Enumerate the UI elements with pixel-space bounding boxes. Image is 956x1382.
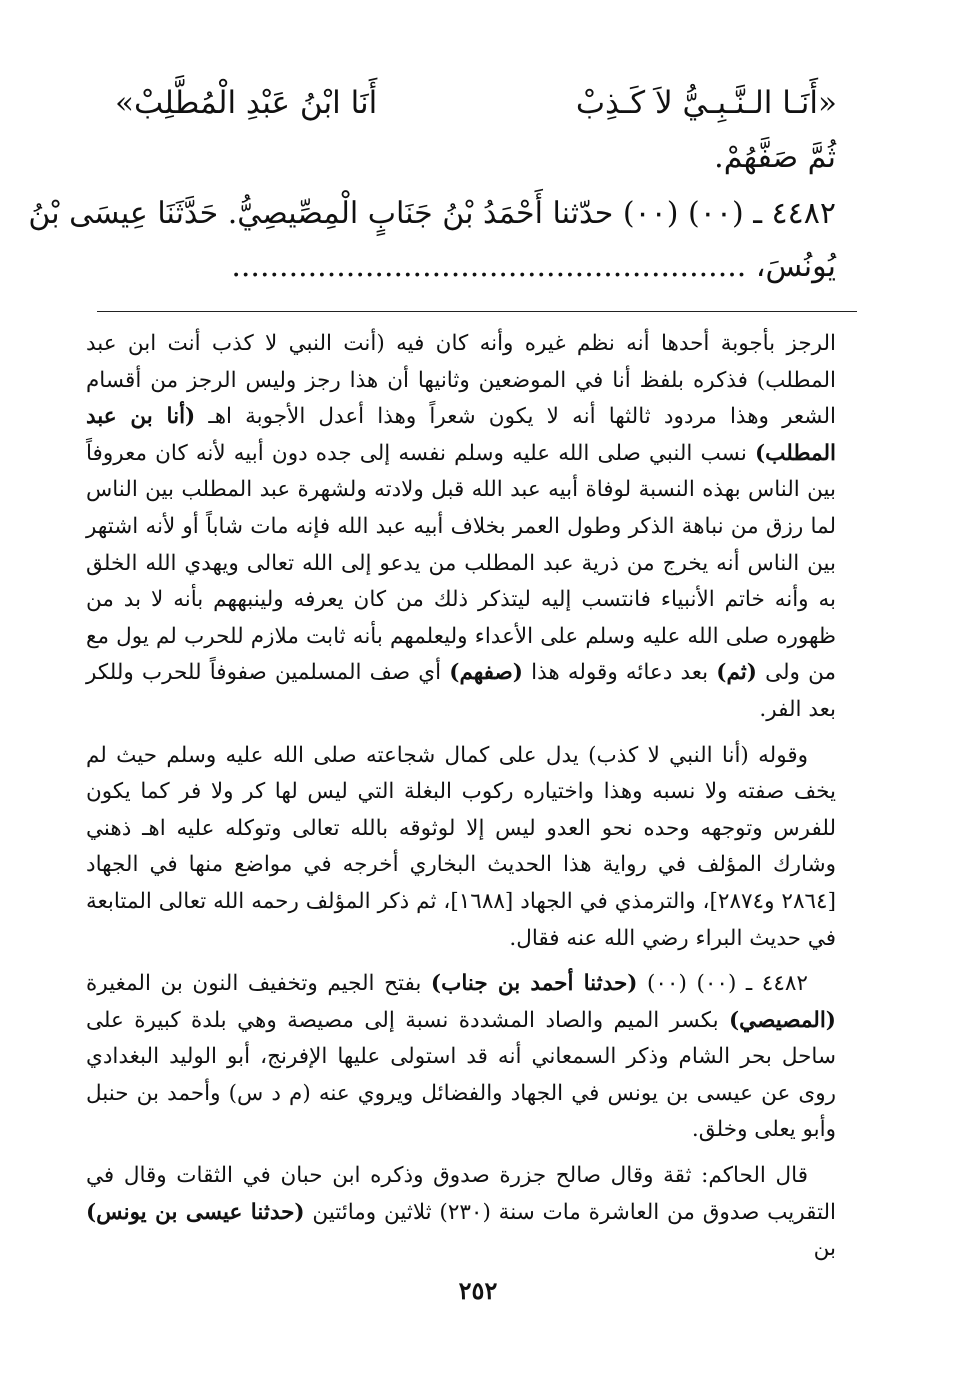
bold-quote: (ثم) <box>716 660 757 686</box>
bold-quote: (المصيصي) <box>728 1007 836 1033</box>
commentary-section <box>86 326 836 1277</box>
bold-quote: (أنا بن عبد المطلب) <box>86 404 836 466</box>
bold-quote: (حدثنا عيسى بن يونس) <box>86 1199 305 1225</box>
commentary-paragraph: وقوله (أنا النبي لا كذب) يدل على كمال شجاعته صلى الله عليه وسلم حيث لم يخف صفته ولا نسبه وهذا واختياره ركوب البغلة التي ليس لها كر ولا فر كما يكون للفرس وتوجهه وحده نحو العدو ليس إلا لوثوقه بالله تعالى وتوكله عليه اهـ ذهني وشارك المؤلف في رواية هذا الحديث البخاري أخرجه في مواضع منها في الجهاد [٢٨٦٤ و٢٨٧٤]، والترمذي في الجهاد [١٦٨٨]، ثم ذكر المؤلف رحمه الله تعالى المتابعة في حديث البراء رضي الله عنه فقال. <box>86 742 836 951</box>
hadith-chain-line: ٤٤٨٢ ـ (٠٠) (٠٠) حدّثنا أَحْمَدُ بْنُ جَنَابٍ الْمِصِّيصِيُّ. حَدَّثَنَا عِيسَى بْنُ <box>28 196 836 231</box>
main-text-line: ثُمَّ صَفَّهُمْ. <box>714 140 836 175</box>
commentary-paragraph: قال الحاكم: ثقة وقال صالح جزرة صدوق وذكره ابن حبان في الثقات وقال في التقريب صدوق من العاشرة مات سنة (٢٣٠) ثلاثين ومائتين (حدثنا عيسى بن يونس) بن <box>86 1163 836 1262</box>
narrator-name: يُونُسَ، <box>755 249 836 284</box>
page-number: ٢٥٢ <box>458 1276 498 1305</box>
hadith-chain-continuation <box>231 245 836 289</box>
omission-dots: ...................................................... <box>231 249 747 284</box>
commentary-paragraph: الرجز بأجوبة أحدها أنه نظم غيره وأنه كان فيه (أنت النبي لا كذب أنت ابن عبد المطلب) فذكره بلفظ أنا في الموضعين وثانيها أن هذا رجز وليس الرجز من أقسام الشعر وهذا مردود ثالثها أنه لا يكون شعراً وهذا أعدل الأجوبة اهـ (أنا بن عبد المطلب) نسب النبي صلى الله عليه وسلم نفسه إلى جده دون أبيه لأنه كان معروفاً بين الناس بهذه النسبة لوفاة أبيه عبد الله قبل ولادته ولشهرة عبد المطلب بين الناس لما رزق من نباهة الذكر وطول العمر بخلاف أبيه عبد الله فإنه مات شاباً أو لأنه اشتهر بين الناس أنه يخرج من ذرية عبد المطلب من يدعو إلى الله تعالى ويهدي الله الخلق به وأنه خاتم الأنبياء فانتسب إليه ليتذكر ذلك من كان يعرفه ولينبههم بأنه لا بد من ظهوره صلى الله عليه وسلم على الأعداء وليعلمهم بأنه ثابت ملازم للحرب لم يول مع من ولى (ثم) بعد دعائه وقوله هذا (صفهم) أي صف المسلمين صفوفاً للحرب وللكر بعد الفر. <box>86 331 837 722</box>
bold-quote: (صفهم) <box>449 660 523 686</box>
verse-first-hemistich: «أَنَـا الـنَّـبِـيُّ لاَ كَـذِبْ <box>575 85 837 121</box>
poetry-verse <box>115 78 837 128</box>
verse-second-hemistich: أَنَا ابْنُ عَبْدِ الْمُطَّلِبْ» <box>115 85 378 121</box>
bold-quote: (حدثنا أحمد بن جناب) <box>430 971 638 997</box>
commentary-paragraph: ٤٤٨٢ ـ (٠٠) (٠٠) (حدثنا أحمد بن جناب) بفتح الجيم وتخفيف النون بن المغيرة (المصيصي) بكسر الميم والصاد المشددة نسبة إلى مصيصة وهي بلدة كبيرة على ساحل بحر الشام وذكر السمعاني أنه قد استولى عليها الإفرنج، أبو الوليد البغدادي روى عن عيسى بن يونس في الجهاد والفضائل ويروي عنه (م د س) وأحمد بن حنبل وأبو يعلى وخلق. <box>86 971 836 1143</box>
separator-rule <box>97 311 857 312</box>
